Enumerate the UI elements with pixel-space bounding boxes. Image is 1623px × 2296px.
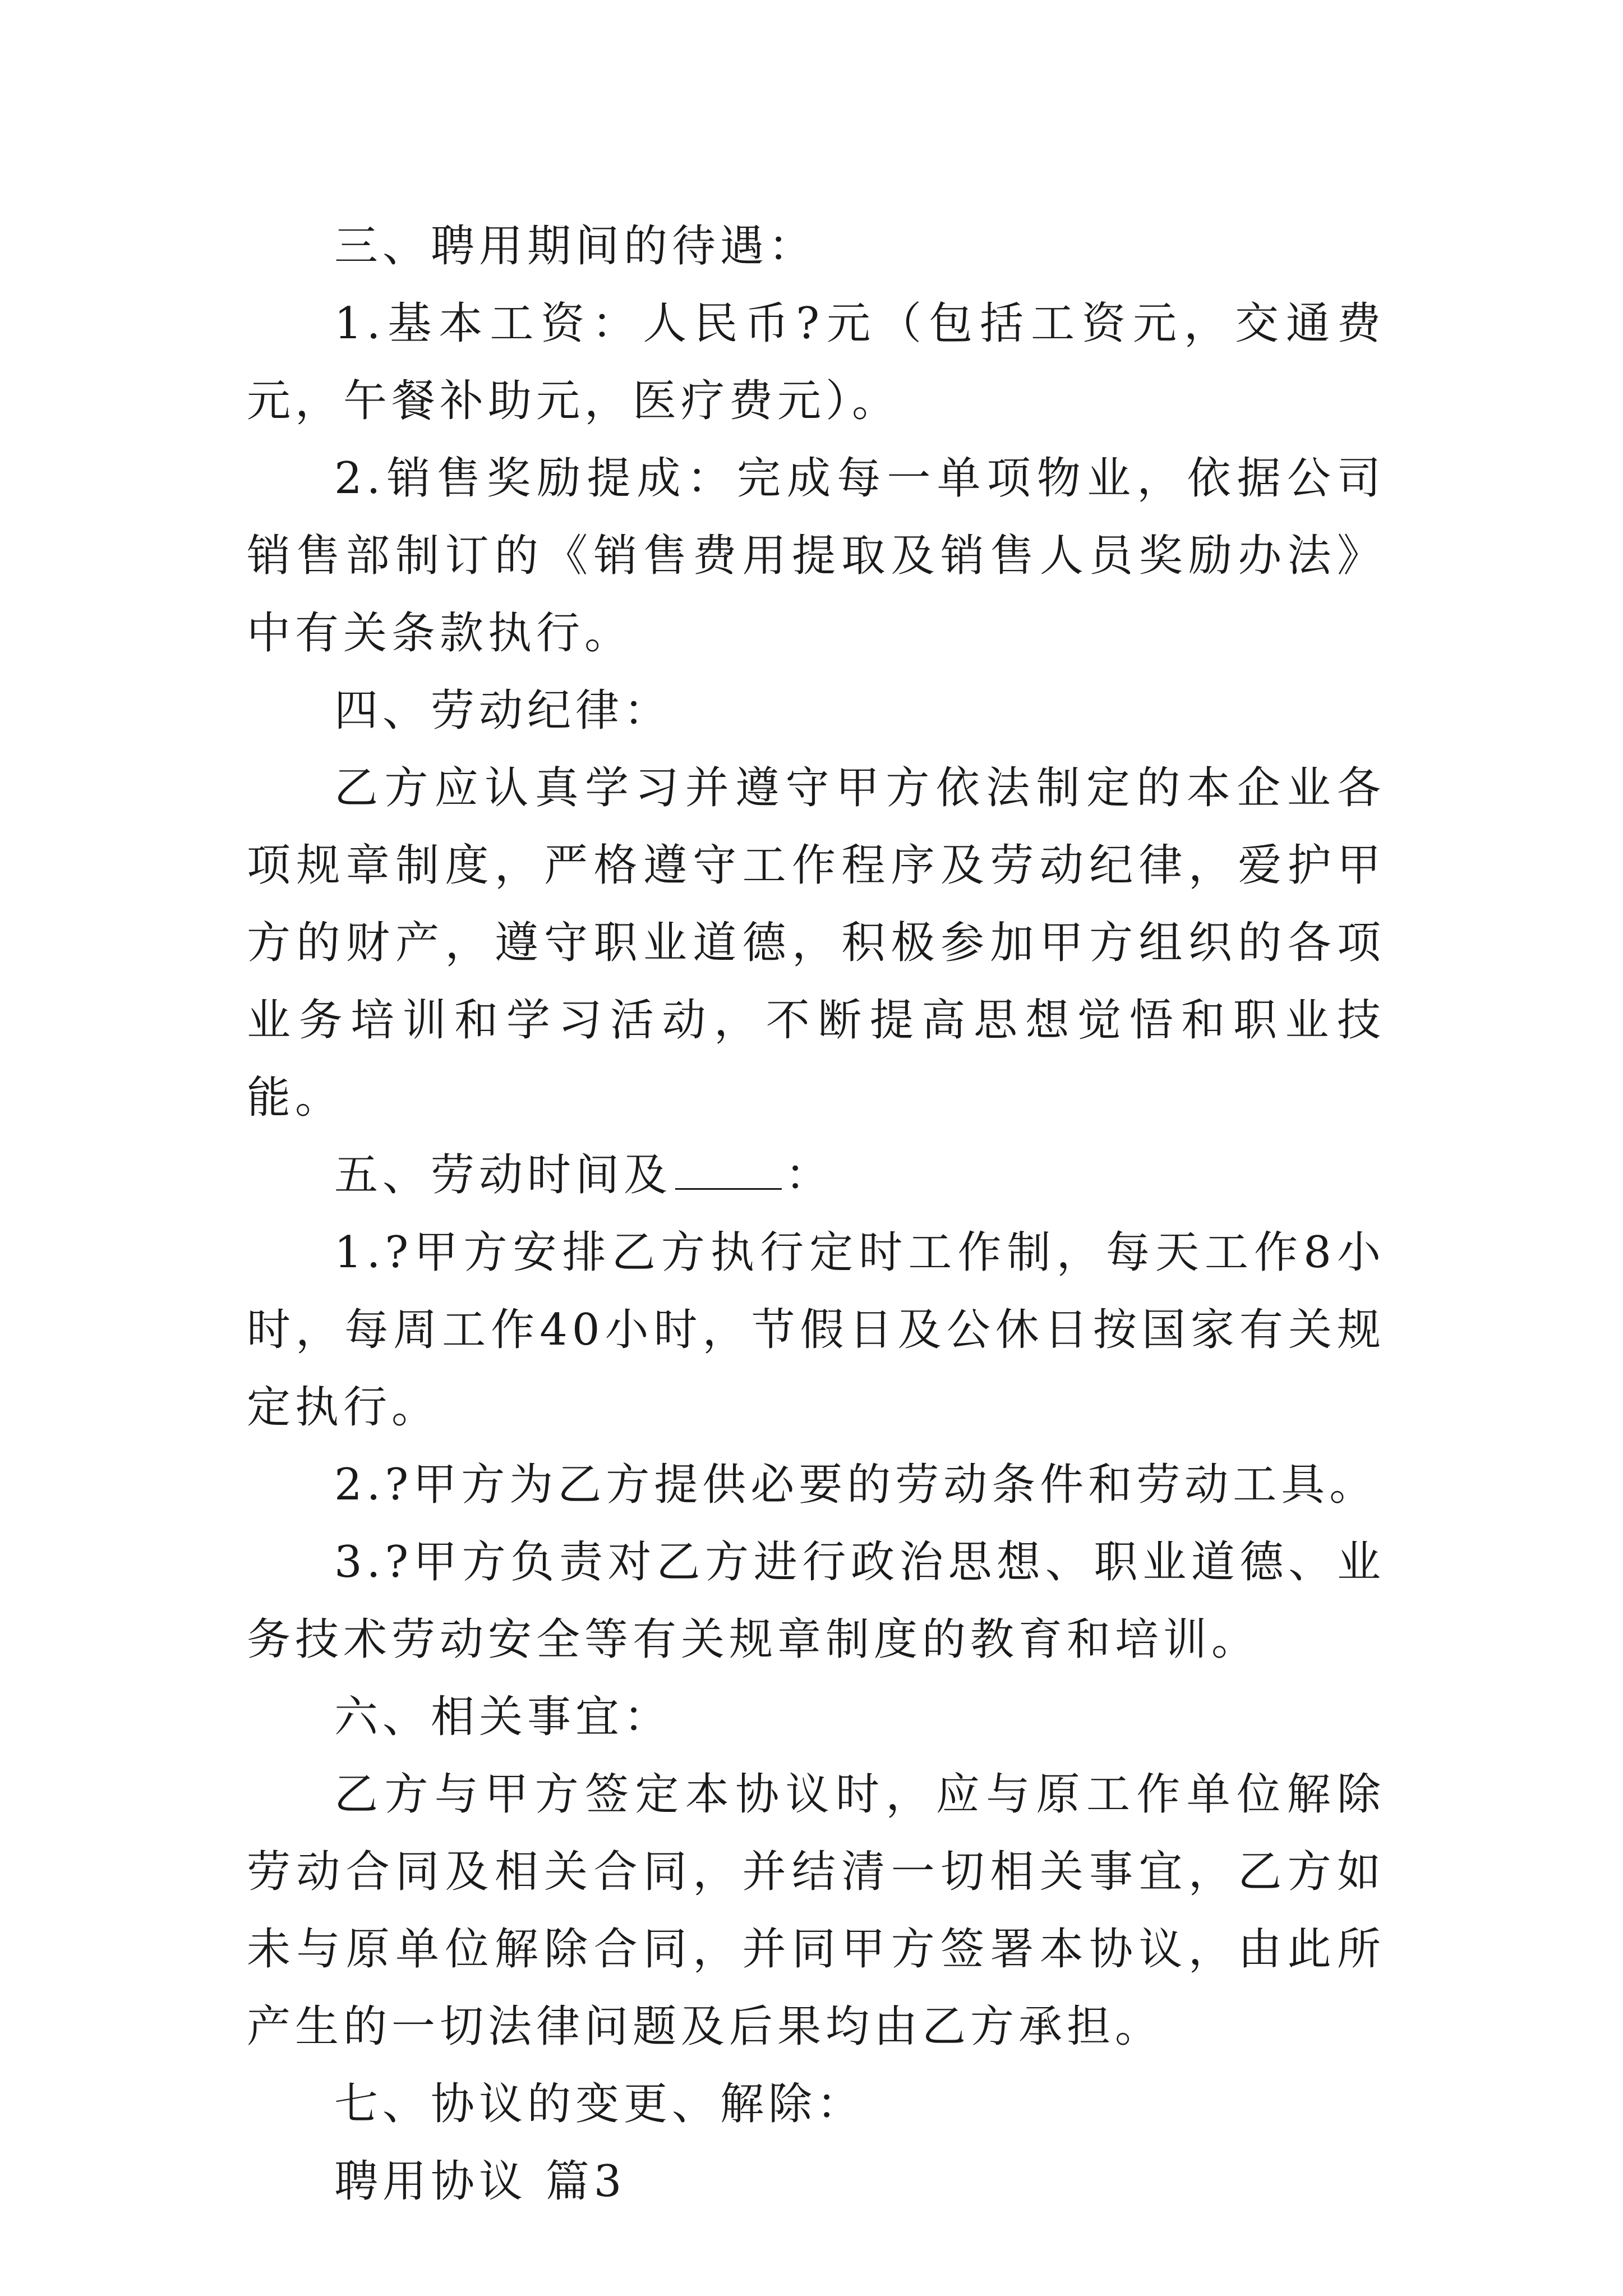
section-5-item-3: 3.?甲方负责对乙方进行政治思想、职业道德、业务技术劳动安全等有关规章制度的教育和培训。 <box>247 1537 1385 1665</box>
section-5-item-1: 1.?甲方安排乙方执行定时工作制，每天工作8小时，每周工作40小时，节假日及公休日按国家有关规定执行。 <box>247 1227 1385 1433</box>
section-7-heading: 七、协议的变更、解除： <box>334 2079 865 2129</box>
next-agreement-title: 聘用协议 篇3 <box>334 2156 626 2207</box>
document-body <box>247 208 1385 2220</box>
section-3-item-2: 2.销售奖励提成：完成每一单项物业，依据公司销售部制订的《销售费用提取及销售人员奖励办法》中有关条款执行。 <box>247 453 1385 659</box>
section-5-heading-suffix: ： <box>785 1150 834 1200</box>
section-3-item-1: 1.基本工资：人民币?元（包括工资元，交通费元，午餐补助元，医疗费元）。 <box>247 298 1385 426</box>
section-5-item-2: 2.?甲方为乙方提供必要的劳动条件和劳动工具。 <box>334 1460 1378 1510</box>
fill-in-blank <box>675 1153 782 1190</box>
section-6-body: 乙方与甲方签定本协议时，应与原工作单位解除劳动合同及相关合同，并结清一切相关事宜，乙方如未与原单位解除合同，并同甲方签署本协议，由此所产生的一切法律问题及后果均由乙方承担。 <box>247 1769 1385 2052</box>
section-5-heading <box>247 1137 1385 1214</box>
section-5-heading-prefix: 五、劳动时间及 <box>334 1150 672 1200</box>
section-3-heading: 三、聘用期间的待遇： <box>334 221 817 272</box>
section-4-heading: 四、劳动纪律： <box>334 685 672 736</box>
section-6-heading: 六、相关事宜： <box>334 1692 672 1742</box>
section-4-body: 乙方应认真学习并遵守甲方依法制定的本企业各项规章制度，严格遵守工作程序及劳动纪律，爱护甲方的财产，遵守职业道德，积极参加甲方组织的各项业务培训和学习活动，不断提高思想觉悟和职业技能。 <box>247 763 1385 1123</box>
